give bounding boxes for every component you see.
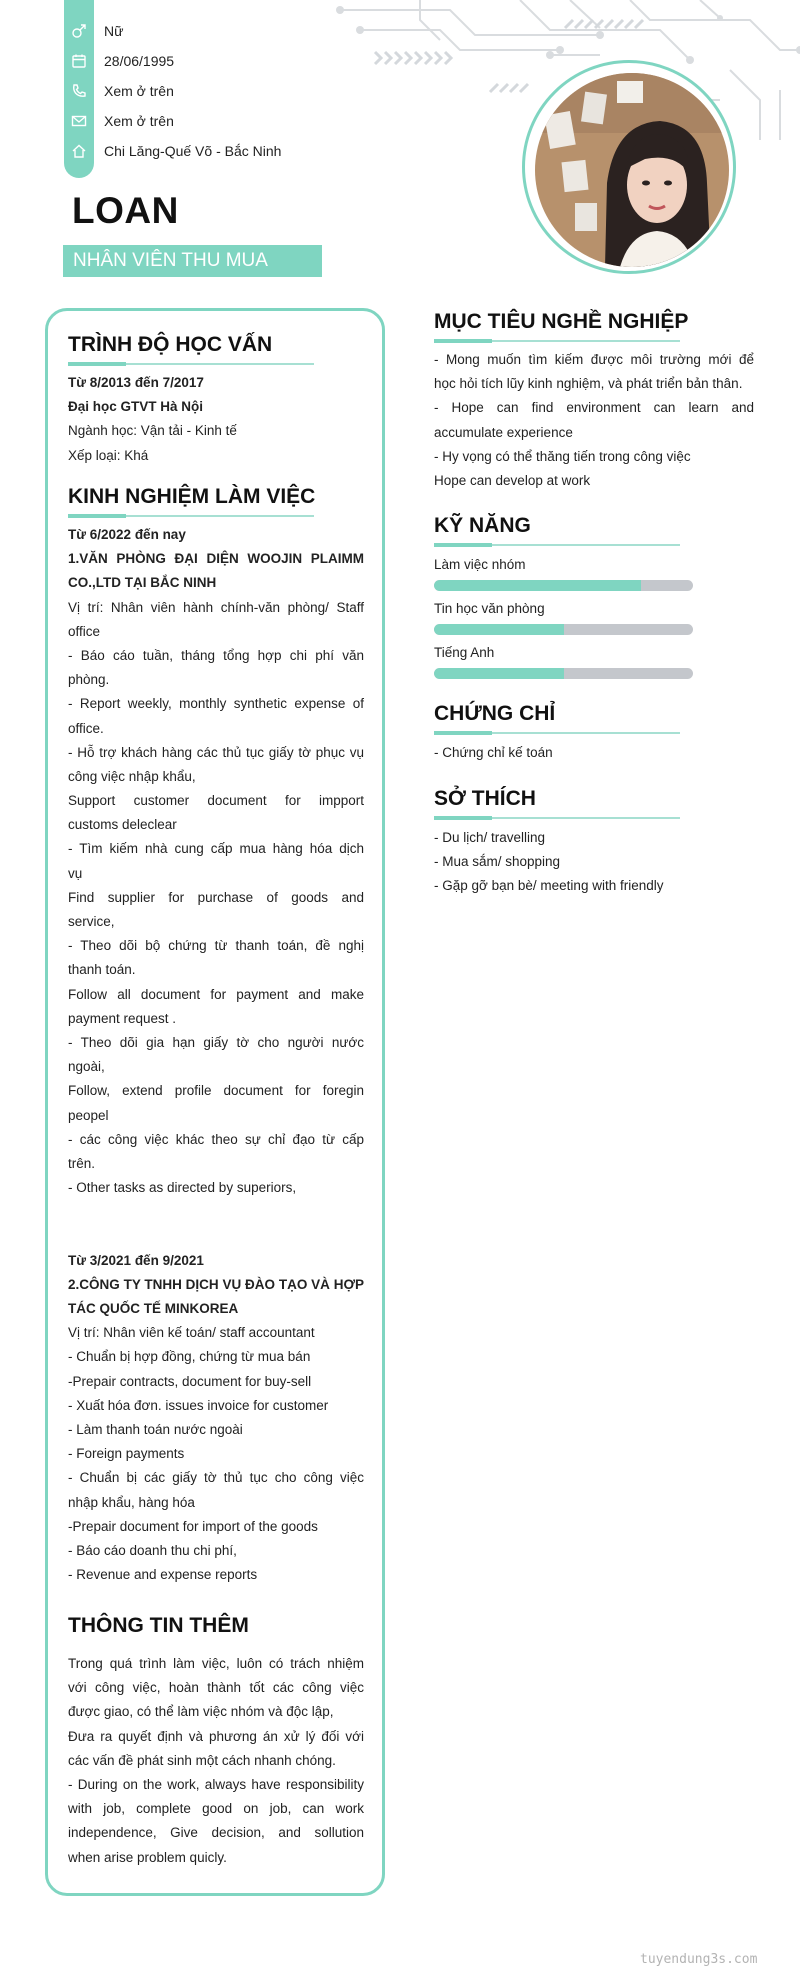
objective-title: MỤC TIÊU NGHỀ NGHIỆP xyxy=(434,310,689,333)
contact-phone-text: Xem ở trên xyxy=(104,83,174,99)
job-title: NHÂN VIÊN THU MUA xyxy=(73,250,268,271)
experience-divider xyxy=(68,515,314,517)
watermark: tuyendung3s.com xyxy=(640,1952,758,1967)
education-period: Từ 8/2013 đến 7/2017 xyxy=(68,375,204,390)
skill-bar xyxy=(434,580,693,591)
hobby-item: - Du lịch/ travelling xyxy=(434,830,546,845)
additional-line: when arise problem quicly. xyxy=(68,1849,227,1865)
objective-divider xyxy=(434,340,680,342)
contact-address-text: Chi Lăng-Quế Võ - Bắc Ninh xyxy=(104,143,282,159)
job-1-line: vụ xyxy=(68,865,83,881)
gender-icon xyxy=(64,19,94,43)
avatar xyxy=(535,73,729,267)
phone-icon xyxy=(64,79,94,103)
contact-email xyxy=(64,109,174,133)
job-1-line: ngoài, xyxy=(68,1059,105,1075)
additional-line: independence, Give decision, and sollution xyxy=(68,1825,364,1841)
objective-line: học hỏi tích lũy kinh nghiệm, và phát triển bản thân. xyxy=(434,376,743,392)
objective-line: accumulate experience xyxy=(434,424,573,440)
additional-line: - During on the work, always have responsibility xyxy=(68,1776,364,1792)
job-2-line: -Prepair document for import of the goods xyxy=(68,1518,318,1534)
job-2-line: nhập khẩu, hàng hóa xyxy=(68,1494,195,1510)
job-2-company: 2.CÔNG TY TNHH DỊCH VỤ ĐÀO TẠO VÀ HỢP xyxy=(68,1276,364,1292)
job-1-line: Support customer document for impport xyxy=(68,793,364,809)
skill-label: Làm việc nhóm xyxy=(434,557,526,572)
email-icon xyxy=(64,109,94,133)
job-1-line: - các công việc khác theo sự chỉ đạo từ cấp xyxy=(68,1131,364,1147)
job-1-period: Từ 6/2022 đến nay xyxy=(68,527,186,542)
job-2-line: - Báo cáo doanh thu chi phí, xyxy=(68,1542,237,1558)
hobbies-title: SỞ THÍCH xyxy=(434,787,536,810)
skill-bar-fill xyxy=(434,624,564,635)
job-1-line: Follow, extend profile document for foregin xyxy=(68,1083,364,1099)
job-1-line: - Other tasks as directed by superiors, xyxy=(68,1180,297,1196)
job-1-line: trên. xyxy=(68,1155,96,1171)
education-block xyxy=(68,371,364,468)
contact-email-text: Xem ở trên xyxy=(104,113,174,129)
education-grade: Xếp loại: Khá xyxy=(68,447,149,463)
skill-bar xyxy=(434,668,693,679)
contact-gender-text: Nữ xyxy=(104,23,124,39)
job-1-line: Follow all document for payment and make xyxy=(68,986,364,1002)
education-school: Đại học GTVT Hà Nội xyxy=(68,399,204,415)
certificates-block xyxy=(434,741,754,765)
job-1-company: 1.VĂN PHÒNG ĐẠI DIỆN WOOJIN PLAIMM xyxy=(68,551,364,567)
job-1-line: payment request . xyxy=(68,1010,177,1026)
objective-line: Hope can develop at work xyxy=(434,472,591,488)
job-2-line: - Xuất hóa đơn. issues invoice for customer xyxy=(68,1397,329,1413)
job-1-line: office xyxy=(68,623,101,639)
certificates-divider xyxy=(434,732,680,734)
job-1-line: customs deleclear xyxy=(68,817,177,833)
job-2-line: Vị trí: Nhân viên kế toán/ staff accountant xyxy=(68,1325,315,1341)
objective-block xyxy=(434,348,754,493)
job-2-line: - Foreign payments xyxy=(68,1446,185,1462)
job-1-line: Vị trí: Nhân viên hành chính-văn phòng/ Staff xyxy=(68,599,364,615)
candidate-name: LOAN xyxy=(72,190,179,231)
job-2-line: - Revenue and expense reports xyxy=(68,1567,258,1583)
job-1-line: - Theo dõi bộ chứng từ thanh toán, đề nghị xyxy=(68,938,364,954)
contact-address xyxy=(64,139,281,163)
contact-gender xyxy=(64,19,123,43)
skill-bar-fill xyxy=(434,668,564,679)
additional-line: with job, complete good on job, can work xyxy=(68,1801,364,1817)
skill-label: Tiếng Anh xyxy=(434,645,495,660)
job-2-period: Từ 3/2021 đến 9/2021 xyxy=(68,1252,204,1268)
job-2-line: - Chuẩn bị hợp đồng, chứng từ mua bán xyxy=(68,1349,311,1365)
job-1-line: office. xyxy=(68,720,104,736)
job-2-line: - Chuẩn bị các giấy tờ thủ tục cho công việc xyxy=(68,1470,364,1486)
job-1-line: - Hỗ trợ khách hàng các thủ tục giấy tờ phục vụ xyxy=(68,744,364,760)
additional-line: được giao, có thể làm việc nhóm và độc lập, xyxy=(68,1704,334,1720)
education-title: TRÌNH ĐỘ HỌC VẤN xyxy=(68,333,273,356)
job-2-company-cont: TÁC QUỐC TẾ MINKOREA xyxy=(68,1301,239,1316)
job-1-line: - Report weekly, monthly synthetic expense of xyxy=(68,696,364,712)
education-divider xyxy=(68,363,314,365)
job-1-line: công việc nhập khẩu, xyxy=(68,768,196,784)
job-1-line: thanh toán. xyxy=(68,962,136,978)
additional-line: các vấn đề phát sinh một cách nhanh chóng. xyxy=(68,1752,336,1768)
objective-line: - Hope can find environment can learn and xyxy=(434,400,754,416)
additional-title: THÔNG TIN THÊM xyxy=(68,1614,249,1637)
job-title-bar xyxy=(63,245,322,277)
hobby-item: - Gặp gỡ bạn bè/ meeting with friendly xyxy=(434,878,664,894)
skills-title: KỸ NĂNG xyxy=(434,514,531,537)
additional-line: với công việc, hoàn thành tốt các công việc xyxy=(68,1680,364,1696)
objective-line: - Hy vọng có thể thăng tiến trong công việc xyxy=(434,448,691,464)
additional-line: Trong quá trình làm việc, luôn có trách nhiệm xyxy=(68,1656,364,1671)
hobbies-divider xyxy=(434,817,680,819)
job-1-line: phòng. xyxy=(68,672,110,688)
contact-phone xyxy=(64,79,174,103)
experience-block xyxy=(68,523,364,1587)
job-1-line: - Theo dõi gia hạn giấy tờ cho người nước xyxy=(68,1034,364,1050)
job-2-line: -Prepair contracts, document for buy-sell xyxy=(68,1373,312,1389)
skills-divider xyxy=(434,544,680,546)
job-2-line: - Làm thanh toán nước ngoài xyxy=(68,1421,243,1437)
skill-label: Tin học văn phòng xyxy=(434,601,545,616)
job-1-line: - Báo cáo tuần, tháng tổng hợp chi phí văn xyxy=(68,647,364,663)
certificates-title: CHỨNG CHỈ xyxy=(434,702,556,725)
skill-bar-fill xyxy=(434,580,641,591)
additional-line: Đưa ra quyết định và phương án xử lý đối với xyxy=(68,1728,364,1744)
job-1-line: peopel xyxy=(68,1107,109,1123)
objective-line: - Mong muốn tìm kiếm được môi trường mới để xyxy=(434,352,754,367)
job-1-line: - Tìm kiếm nhà cung cấp mua hàng hóa dịch xyxy=(68,841,364,857)
education-major: Ngành học: Vận tải - Kinh tế xyxy=(68,423,237,439)
certificate-item: - Chứng chỉ kế toán xyxy=(434,745,553,760)
experience-title: KINH NGHIỆM LÀM VIỆC xyxy=(68,485,316,508)
home-icon xyxy=(64,139,94,163)
job-1-company-cont: CO.,LTD TẠI BẮC NINH xyxy=(68,575,217,591)
job-1-line: Find supplier for purchase of goods and xyxy=(68,889,364,905)
calendar-icon xyxy=(64,49,94,73)
skill-bar xyxy=(434,624,693,635)
contact-birthday-text: 28/06/1995 xyxy=(104,53,175,69)
contact-birthday xyxy=(64,49,174,73)
additional-block xyxy=(68,1652,364,1870)
hobbies-block xyxy=(434,826,754,899)
hobby-item: - Mua sắm/ shopping xyxy=(434,854,561,870)
job-1-line: service, xyxy=(68,914,115,929)
